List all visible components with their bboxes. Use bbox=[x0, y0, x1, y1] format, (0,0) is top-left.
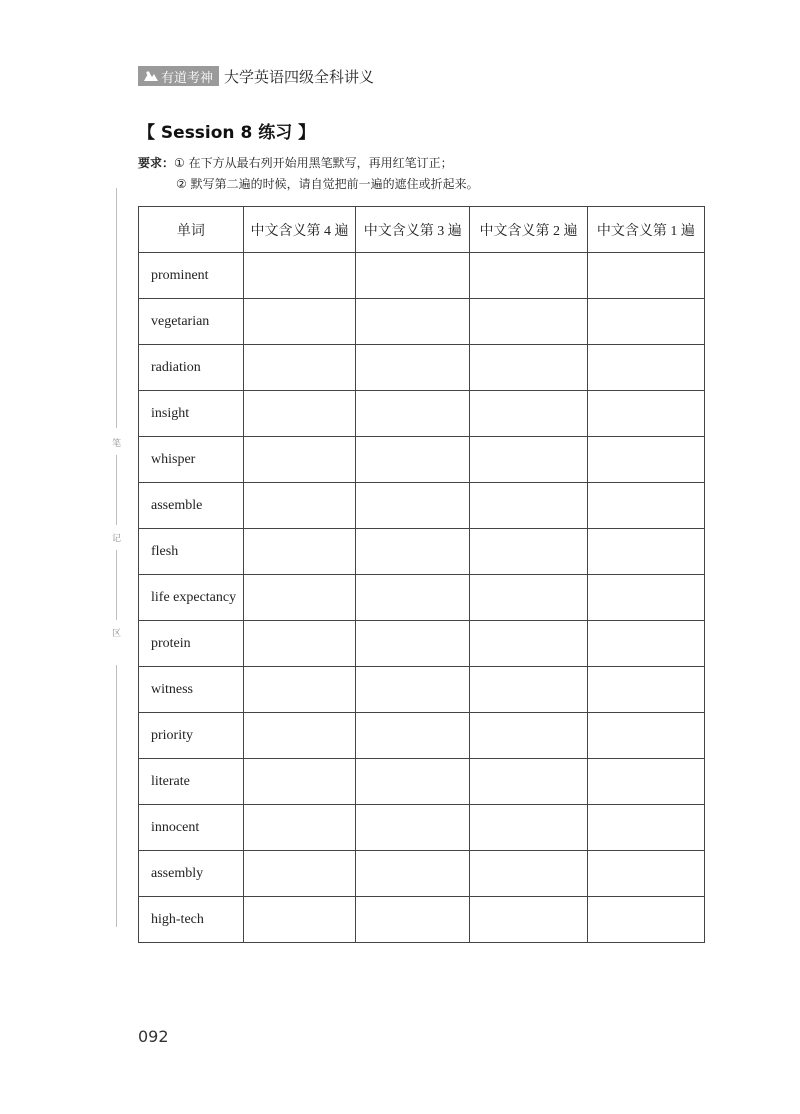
header-word: 单词 bbox=[139, 207, 244, 253]
word-cell: vegetarian bbox=[139, 299, 244, 345]
meaning-blank-cell-4[interactable] bbox=[243, 483, 355, 529]
meaning-blank-cell-4[interactable] bbox=[243, 851, 355, 897]
table-row bbox=[139, 575, 705, 621]
meaning-blank-cell-1[interactable] bbox=[587, 759, 704, 805]
table-row bbox=[139, 483, 705, 529]
brand-logo-icon bbox=[143, 69, 159, 83]
meaning-blank-cell-1[interactable] bbox=[587, 299, 704, 345]
word-cell: life expectancy bbox=[139, 575, 244, 621]
table-row bbox=[139, 713, 705, 759]
meaning-blank-cell-1[interactable] bbox=[587, 713, 704, 759]
word-cell: witness bbox=[139, 667, 244, 713]
table-row bbox=[139, 253, 705, 299]
meaning-blank-cell-1[interactable] bbox=[587, 529, 704, 575]
meaning-blank-cell-4[interactable] bbox=[243, 299, 355, 345]
page-number: 092 bbox=[138, 1027, 169, 1046]
word-cell: prominent bbox=[139, 253, 244, 299]
meaning-blank-cell-3[interactable] bbox=[356, 759, 470, 805]
meaning-blank-cell-3[interactable] bbox=[356, 437, 470, 483]
meaning-blank-cell-4[interactable] bbox=[243, 437, 355, 483]
meaning-blank-cell-3[interactable] bbox=[356, 621, 470, 667]
table-row bbox=[139, 805, 705, 851]
requirements-label: 要求： bbox=[138, 156, 175, 170]
meaning-blank-cell-3[interactable] bbox=[356, 345, 470, 391]
notes-margin-line-mid1 bbox=[116, 455, 117, 525]
notes-margin-char-2: 记 bbox=[112, 534, 122, 544]
section-title: 【 Session 8 练习 】 bbox=[138, 123, 316, 143]
meaning-blank-cell-2[interactable] bbox=[470, 667, 587, 713]
meaning-blank-cell-2[interactable] bbox=[470, 805, 587, 851]
meaning-blank-cell-2[interactable] bbox=[470, 391, 587, 437]
meaning-blank-cell-2[interactable] bbox=[470, 253, 587, 299]
meaning-blank-cell-2[interactable] bbox=[470, 621, 587, 667]
meaning-blank-cell-4[interactable] bbox=[243, 805, 355, 851]
meaning-blank-cell-4[interactable] bbox=[243, 391, 355, 437]
meaning-blank-cell-1[interactable] bbox=[587, 483, 704, 529]
vocabulary-table bbox=[138, 206, 705, 943]
meaning-blank-cell-2[interactable] bbox=[470, 345, 587, 391]
running-header bbox=[138, 65, 374, 87]
table-row bbox=[139, 621, 705, 667]
notes-margin-line-mid2 bbox=[116, 550, 117, 620]
table-body bbox=[139, 253, 705, 943]
requirements bbox=[138, 153, 479, 195]
meaning-blank-cell-1[interactable] bbox=[587, 897, 704, 943]
requirement-line-2: ② 默写第二遍的时候，请自觉把前一遍的遮住或折起来。 bbox=[176, 177, 479, 191]
meaning-blank-cell-3[interactable] bbox=[356, 667, 470, 713]
word-cell: protein bbox=[139, 621, 244, 667]
notes-margin-line-top bbox=[116, 188, 117, 428]
word-cell: assembly bbox=[139, 851, 244, 897]
meaning-blank-cell-1[interactable] bbox=[587, 575, 704, 621]
meaning-blank-cell-2[interactable] bbox=[470, 897, 587, 943]
word-cell: insight bbox=[139, 391, 244, 437]
requirement-line-1 bbox=[138, 153, 479, 174]
meaning-blank-cell-4[interactable] bbox=[243, 529, 355, 575]
table-header-row bbox=[139, 207, 705, 253]
meaning-blank-cell-1[interactable] bbox=[587, 667, 704, 713]
table-row bbox=[139, 759, 705, 805]
word-cell: innocent bbox=[139, 805, 244, 851]
word-cell: flesh bbox=[139, 529, 244, 575]
meaning-blank-cell-2[interactable] bbox=[470, 575, 587, 621]
word-cell: whisper bbox=[139, 437, 244, 483]
brand-name: 有道考神 bbox=[161, 70, 214, 86]
meaning-blank-cell-3[interactable] bbox=[356, 851, 470, 897]
meaning-blank-cell-1[interactable] bbox=[587, 805, 704, 851]
table-row bbox=[139, 391, 705, 437]
meaning-blank-cell-2[interactable] bbox=[470, 851, 587, 897]
notes-margin-line-bottom bbox=[116, 665, 117, 927]
header-meaning-4: 中文含义第 4 遍 bbox=[243, 207, 355, 253]
table-row bbox=[139, 529, 705, 575]
notes-margin-char-3: 区 bbox=[112, 629, 122, 639]
meaning-blank-cell-3[interactable] bbox=[356, 253, 470, 299]
meaning-blank-cell-2[interactable] bbox=[470, 529, 587, 575]
meaning-blank-cell-4[interactable] bbox=[243, 713, 355, 759]
meaning-blank-cell-1[interactable] bbox=[587, 253, 704, 299]
meaning-blank-cell-3[interactable] bbox=[356, 897, 470, 943]
meaning-blank-cell-3[interactable] bbox=[356, 299, 470, 345]
table-row bbox=[139, 299, 705, 345]
table-row bbox=[139, 851, 705, 897]
word-cell: radiation bbox=[139, 345, 244, 391]
meaning-blank-cell-3[interactable] bbox=[356, 713, 470, 759]
table-row bbox=[139, 345, 705, 391]
meaning-blank-cell-2[interactable] bbox=[470, 759, 587, 805]
meaning-blank-cell-4[interactable] bbox=[243, 621, 355, 667]
word-cell: high-tech bbox=[139, 897, 244, 943]
meaning-blank-cell-3[interactable] bbox=[356, 529, 470, 575]
meaning-blank-cell-3[interactable] bbox=[356, 805, 470, 851]
meaning-blank-cell-1[interactable] bbox=[587, 621, 704, 667]
meaning-blank-cell-3[interactable] bbox=[356, 391, 470, 437]
meaning-blank-cell-1[interactable] bbox=[587, 345, 704, 391]
table-row bbox=[139, 437, 705, 483]
meaning-blank-cell-2[interactable] bbox=[470, 483, 587, 529]
meaning-blank-cell-1[interactable] bbox=[587, 391, 704, 437]
book-title: 大学英语四级全科讲义 bbox=[224, 67, 375, 86]
table-row bbox=[139, 667, 705, 713]
meaning-blank-cell-2[interactable] bbox=[470, 437, 587, 483]
requirement-text-1: ① 在下方从最右列开始用黑笔默写，再用红笔订正； bbox=[174, 156, 453, 170]
meaning-blank-cell-4[interactable] bbox=[243, 897, 355, 943]
meaning-blank-cell-2[interactable] bbox=[470, 299, 587, 345]
word-cell: priority bbox=[139, 713, 244, 759]
table-row bbox=[139, 897, 705, 943]
meaning-blank-cell-1[interactable] bbox=[587, 851, 704, 897]
meaning-blank-cell-3[interactable] bbox=[356, 575, 470, 621]
header-meaning-2: 中文含义第 2 遍 bbox=[470, 207, 587, 253]
meaning-blank-cell-1[interactable] bbox=[587, 437, 704, 483]
meaning-blank-cell-4[interactable] bbox=[243, 345, 355, 391]
notes-margin-char-1: 笔 bbox=[112, 439, 122, 449]
word-cell: assemble bbox=[139, 483, 244, 529]
header-meaning-3: 中文含义第 3 遍 bbox=[356, 207, 470, 253]
meaning-blank-cell-3[interactable] bbox=[356, 483, 470, 529]
meaning-blank-cell-4[interactable] bbox=[243, 575, 355, 621]
meaning-blank-cell-4[interactable] bbox=[243, 759, 355, 805]
meaning-blank-cell-4[interactable] bbox=[243, 667, 355, 713]
meaning-blank-cell-2[interactable] bbox=[470, 713, 587, 759]
brand-tag bbox=[138, 66, 219, 86]
header-meaning-1: 中文含义第 1 遍 bbox=[587, 207, 704, 253]
meaning-blank-cell-4[interactable] bbox=[243, 253, 355, 299]
word-cell: literate bbox=[139, 759, 244, 805]
